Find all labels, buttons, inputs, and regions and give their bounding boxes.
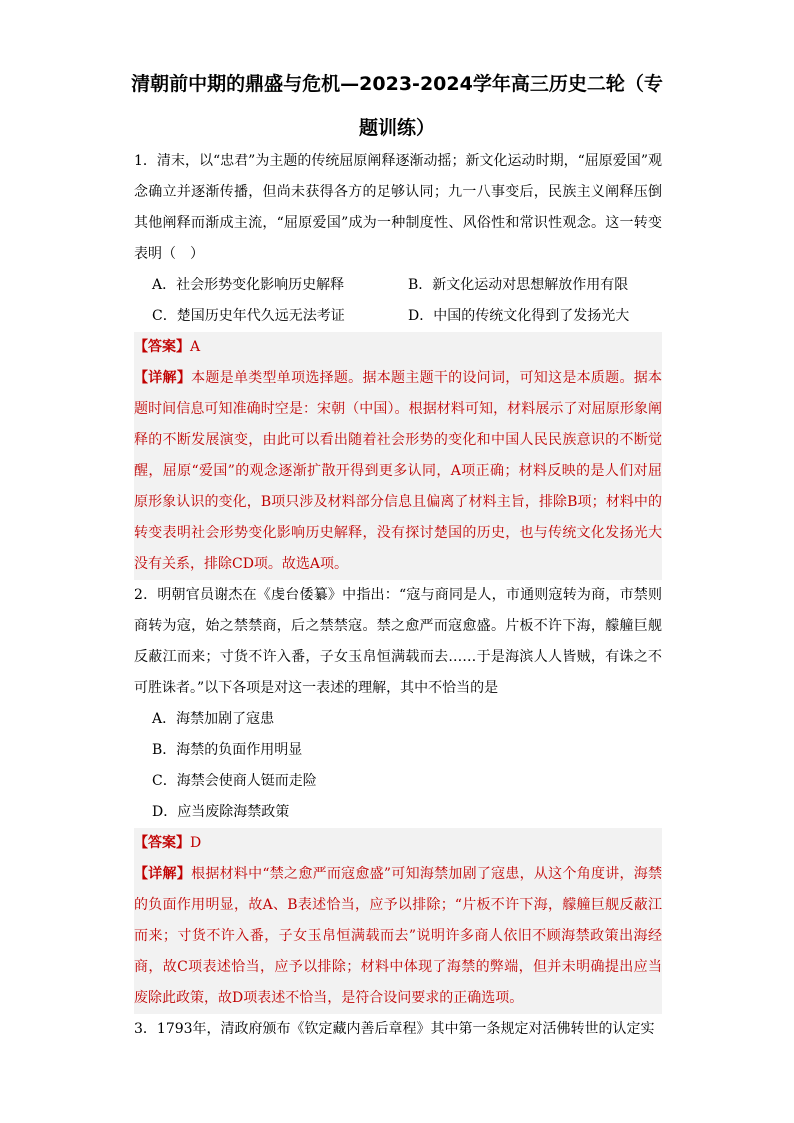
option-b: B．新文化运动对思想解放作用有限 <box>408 277 629 293</box>
detail-text: 本题是单类型单项选择题。据本题主题干的设问词，可知这是本质题。据本题时间信息可知准确时空是：宋朝（中国）。根据材料可知，材料展示了对屈原形象阐释的不断发展演变，由此可以看出随着社会形势的变化和中国人民民族意识的不断觉醒，屈原“爱国”的观念逐渐扩散开得到更多认同，A项正确；材料反映的是人们对屈原形象认识的变化，B项只涉及材料部分信息且偏离了材料主旨，排除B项；材料中的转变表明社会形势变化影响历史解释，没有探讨楚国的历史，也与传统文化发扬光大没有关系，排除CD项。故选A项。 <box>134 370 663 572</box>
detail-label: 【详解】 <box>134 866 192 882</box>
answer-label: 【答案】 <box>134 339 190 355</box>
answer-value: D <box>190 835 202 851</box>
option-c: C．楚国历史年代久远无法考证 <box>152 308 345 324</box>
option-a: A．海禁加剧了寇患 <box>152 711 275 727</box>
detail-text: 根据材料中“禁之愈严而寇愈盛”可知海禁加剧了寇患，从这个角度讲，海禁的负面作用明显，故A、B表述恰当，应予以排除；“片板不许下海，艨艟巨舰反蔽江而来；寸货不许入番，子女玉帛恒满载而去”说明许多商人依旧不顾海禁政策出海经商，故C项表述恰当，应予以排除；材料中体现了海禁的弊端，但并未明确提出应当废除此政策，故D项表述不恰当，是符合设问要求的正确选项。 <box>134 866 663 1006</box>
question-1-options <box>134 270 662 332</box>
question-2-stem: 2．明朝官员谢杰在《虔台倭纂》中指出：“寇与商同是人，市通则寇转为商，市禁则商转为寇，始之禁禁商，后之禁禁寇。禁之愈严而寇愈盛。片板不许下海，艨艟巨舰反蔽江而来；寸货不许入番，子女玉帛恒满载而去……于是海滨人人皆贼，有诛之不可胜诛者。”以下各项是对这一表述的理解，其中不恰当的是 <box>134 587 662 696</box>
answer-value: A <box>190 339 201 355</box>
option-a: A．社会形势变化影响历史解释 <box>152 277 345 293</box>
title-line-1: 清朝前中期的鼎盛与危机—2023-2024学年高三历史二轮（专 <box>131 73 663 95</box>
question-1-answer <box>134 332 662 363</box>
question-1-detail <box>134 363 662 580</box>
option-b: B．海禁的负面作用明显 <box>152 742 303 758</box>
question-1-stem: 1．清末，以“忠君”为主题的传统屈原阐释逐渐动摇；新文化运动时期，“屈原爱国”观念确立并逐渐传播，但尚未获得各方的足够认同；九一八事变后，民族主义阐释压倒其他阐释而渐成主流，“屈原爱国”成为一种制度性、风俗性和常识性观念。这一转变表明（ ） <box>134 153 662 262</box>
question-2-detail <box>134 859 662 1014</box>
option-d: D．应当废除海禁政策 <box>152 804 290 820</box>
option-d: D．中国的传统文化得到了发扬光大 <box>408 308 630 324</box>
detail-label: 【详解】 <box>134 370 192 386</box>
option-c: C．海禁会使商人铤而走险 <box>152 773 317 789</box>
question-3-stem: 3．1793年，清政府颁布《钦定藏内善后章程》其中第一条规定对活佛转世的认定实 <box>134 1021 655 1037</box>
question-2-answer <box>134 828 662 859</box>
page-title <box>120 62 674 150</box>
question-list <box>134 146 662 1045</box>
answer-label: 【答案】 <box>134 835 190 851</box>
title-line-2: 题训练） <box>358 117 435 139</box>
